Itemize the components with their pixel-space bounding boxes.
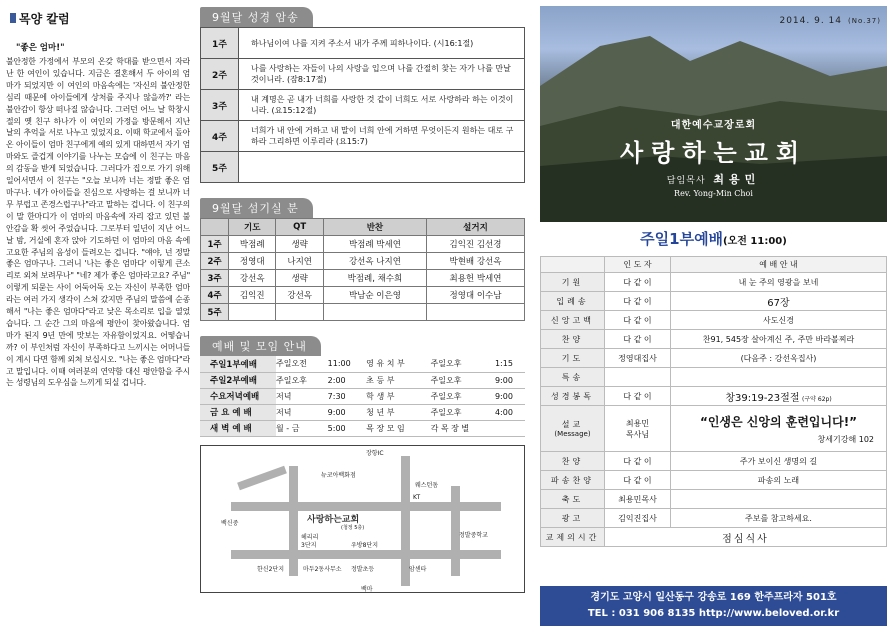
order-label-text: 특송 xyxy=(561,372,584,382)
service-cell xyxy=(323,304,426,321)
order-guide-text: (다음주 : 강선옥집사) xyxy=(740,353,817,363)
order-label xyxy=(541,471,605,490)
map-label: KT xyxy=(413,493,421,501)
order-leader xyxy=(605,368,671,387)
order-leader-text: 다 같 이 xyxy=(623,315,652,325)
order-table xyxy=(540,256,887,547)
order-guide xyxy=(671,490,887,509)
order-row xyxy=(541,273,887,292)
worship-cell: 주일오후 xyxy=(276,372,328,388)
order-leader-text: 다 같 이 xyxy=(623,334,652,344)
verse-week: 5주 xyxy=(201,152,239,183)
order-merged: 점심식사 xyxy=(605,528,887,547)
map-label: 한신2단지 xyxy=(257,565,285,573)
order-leader xyxy=(605,349,671,368)
order-leader-text: 다 같 이 xyxy=(623,296,652,306)
worship-cell: 7:30 xyxy=(328,388,367,404)
order-header-row xyxy=(541,257,887,273)
map-label: 정발초등 xyxy=(351,565,375,573)
service-cell: 1주 xyxy=(201,236,229,253)
verse-text: 너희가 내 안에 거하고 내 말이 너희 안에 거하면 무엇이든지 원하는 대로 구하라 그리하면 이루리라 (요15:7) xyxy=(239,121,525,152)
worship-cell: 11:00 xyxy=(328,356,367,372)
order-guide-sub: 창세기강해 102 xyxy=(817,434,874,444)
issue-number: (No.37) xyxy=(848,17,881,25)
worship-cell: 월 - 금 xyxy=(276,420,328,436)
worship-row xyxy=(200,372,525,388)
map-label: 웨스턴돔 xyxy=(415,481,439,489)
worship-cell: 청 년 부 xyxy=(366,404,430,420)
worship-cell: 수요저녁예배 xyxy=(200,388,276,404)
order-label xyxy=(541,387,605,406)
service-header-cell xyxy=(201,219,229,236)
order-label-text: 신앙고백 xyxy=(551,315,594,325)
order-guide-text: 내 눈 주의 영광을 보네 xyxy=(738,277,819,287)
order-guide xyxy=(671,330,887,349)
worship-cell: 9:00 xyxy=(328,404,367,420)
service-cell: 2주 xyxy=(201,253,229,270)
service-header-cell: 설거지 xyxy=(426,219,524,236)
worship-cell: 1:15 xyxy=(495,356,525,372)
worship-cell: 저녁 xyxy=(276,388,328,404)
order-label xyxy=(541,292,605,311)
service-cell: 박현배 강선옥 xyxy=(426,253,524,270)
service-table xyxy=(200,218,525,321)
order-leader-sub: 목사님 xyxy=(625,429,650,439)
verse-row xyxy=(201,59,525,90)
worship-row xyxy=(200,420,525,436)
order-leader-text: 최용민 xyxy=(625,418,650,428)
map-label: 장항IC xyxy=(366,449,384,457)
order-label-text: 기원 xyxy=(561,277,584,287)
order-row xyxy=(541,330,887,349)
verses-heading: 9월달 성경 암송 xyxy=(200,7,313,27)
order-row xyxy=(541,311,887,330)
worship-cell: 학 생 부 xyxy=(366,388,430,404)
order-guide-text: “인생은 신앙의 훈련입니다!” xyxy=(699,414,858,429)
worship-cell: 주일오후 xyxy=(431,356,495,372)
service-cell: 정영대 이수남 xyxy=(426,287,524,304)
service-cell xyxy=(276,304,323,321)
service-cell: 김익진 xyxy=(229,287,276,304)
service-header-cell: QT xyxy=(276,219,323,236)
order-row xyxy=(541,368,887,387)
map-label: 백마 xyxy=(361,585,373,593)
order-guide-extra: (구약 62p) xyxy=(802,395,832,403)
order-label xyxy=(541,406,605,452)
order-label xyxy=(541,330,605,349)
church-contact: TEL : 031 906 8135 http://www.beloved.or.kr xyxy=(587,608,840,619)
order-guide-text: 찬91, 545장 살아계신 주, 주만 바라볼찌라 xyxy=(702,334,855,344)
worship-table xyxy=(200,356,525,437)
map-label: 정발중학교 xyxy=(459,531,488,539)
order-label-text: 찬양 xyxy=(561,334,584,344)
order-leader xyxy=(605,471,671,490)
order-leader xyxy=(605,452,671,471)
verse-week: 2주 xyxy=(201,59,239,90)
service-cell xyxy=(426,304,524,321)
order-label xyxy=(541,490,605,509)
map-label: (청정 5층) xyxy=(341,524,365,531)
order-leader-text: 다 같 이 xyxy=(623,475,652,485)
order-leader-text: 다 같 이 xyxy=(623,277,652,287)
service-cell: 생략 xyxy=(276,236,323,253)
service-cell: 강선옥 xyxy=(229,270,276,287)
service-cell: 4주 xyxy=(201,287,229,304)
service-title: 주일1부예배 xyxy=(640,230,724,248)
order-guide xyxy=(671,471,887,490)
order-header-blank xyxy=(541,257,605,273)
order-leader xyxy=(605,490,671,509)
order-label xyxy=(541,452,605,471)
order-label xyxy=(541,311,605,330)
title-marker-icon xyxy=(10,13,16,23)
order-row xyxy=(541,406,887,452)
verse-row xyxy=(201,152,525,183)
map-label: 백신중 xyxy=(221,519,239,527)
order-guide-text: 파송의 노래 xyxy=(757,475,800,485)
order-guide xyxy=(671,349,887,368)
order-guide xyxy=(671,292,887,311)
order-label-text: 교제의시간 xyxy=(545,532,600,542)
church-name: 사랑하는교회 xyxy=(619,139,808,167)
map-label: 3단지 xyxy=(301,541,317,549)
service-header-cell: 반찬 xyxy=(323,219,426,236)
order-leader xyxy=(605,273,671,292)
order-guide-text: 주가 보이신 생명의 길 xyxy=(739,456,818,466)
service-cell: 최용헌 박세연 xyxy=(426,270,524,287)
worship-cell: 금 요 예 배 xyxy=(200,404,276,420)
order-row xyxy=(541,509,887,528)
service-row xyxy=(201,253,525,270)
order-row xyxy=(541,349,887,368)
service-row xyxy=(201,287,525,304)
order-leader xyxy=(605,330,671,349)
location-map xyxy=(200,445,525,593)
bulletin-date: 2014. 9. 14 xyxy=(779,16,842,26)
worship-cell xyxy=(495,420,525,436)
column-body: 불안정한 가정에서 부모의 온갖 학대를 받으면서 자라난 한 여인이 있습니다. 지금은 결혼해서 두 아이의 엄마가 되었지만 이 여인의 마음속에는 '자신의 불안정한 심리 때문에 아이들에게 상처를 주지나 않을까?' 라는 불안감이 항상 떠나질 않습니다. 그러던 어느 날 학창시절의 옛 친구 하나가 이 여인의 가정을 방문해서 지난 날의 추억을 서로 나누고 있었지요. 이때 학교에서 돌아온 아이들이 엄마 친구에게 예의 있게 대하면서 자기 엄마와도 즐겁게 이야기를 나누는 모습에 이 친구는 마음의 감동을 받게 되었습니다. 그러다가 집으로 가기 위해 일어서면서 이 친구는 "오늘 보니까 너는 정말 좋은 엄마구나. 네가 아이들을 진심으로 사랑하는 걸 보니까 너무 부럽고 존경스럽구나"라고 말하는 겁니다. 이 친구의 이 말 한마디가 이 엄마의 마음속에 자리 잡고 있던 불안감을 확 씻어 주었습니다. 그로부터 일년이 지난 어느 날 밤, 거실에 혼자 앉아 기도하던 이 엄마의 마음 속에 고요한 주님의 음성이 들려오는 겁니다. "얘야, 넌 정말 좋은 엄마구나. 그러니 '나는 좋은 엄마다' 이렇게 큰소리로 외쳐 보려무나" "네? 제가 좋은 엄마라고요? 주님" 이렇게 되묻는 사이 어둑어둑 오는 자신이 부족한 엄마라는 여러 가지 생각이 스쳐 갔지만 주님의 말씀에 순종해서 "나는 좋은 엄마다"라고 낮은 목소리로 입을 열었습니다. 그 순간 그의 마음에 평안이 찾아왔습니다. 엄마가 된지 9년 만에 맛보는 자유함이었지요. 어떻습니까? 이 부인처럼 자신이 부족하다고 느끼시는 어머니들이 계시 다면 함께 외쳐 보십시오. "나는 좋은 엄마다"라고 말입니다. 이때 여러분의 연약함 대신 평안함을 주시는 성령님의 도우심을 느끼게 되실 겁니다. xyxy=(6,57,190,388)
order-label-text: 파송찬양 xyxy=(551,475,594,485)
verse-text: 내 계명은 곧 내가 너희를 사랑한 것 같이 너희도 서로 사랑하라 하는 이것이니라. (요15:12절) xyxy=(239,90,525,121)
order-guide xyxy=(671,452,887,471)
service-cell: 강선옥 나지연 xyxy=(323,253,426,270)
order-guide-text: 사도신경 xyxy=(763,315,794,325)
service-cell: 5주 xyxy=(201,304,229,321)
order-guide-text: 창39:19-23절절 xyxy=(725,392,800,404)
order-guide xyxy=(671,406,887,452)
order-row xyxy=(541,528,887,547)
order-leader-text: 다 같 이 xyxy=(623,456,652,466)
verse-text: 나를 사랑하는 자들이 나의 사랑을 입으며 나를 간절히 찾는 자가 나를 만날 것이니라. (잠8:17절) xyxy=(239,59,525,90)
order-leader-text: 다 같 이 xyxy=(623,391,652,401)
order-leader-text: 정영대집사 xyxy=(618,353,657,363)
order-label-text: 설교 xyxy=(561,420,584,429)
service-row xyxy=(201,304,525,321)
column-subtitle: "좋은 엄마!" xyxy=(16,43,65,53)
worship-cell: 2:00 xyxy=(328,372,367,388)
worship-cell: 영 유 치 부 xyxy=(366,356,430,372)
order-leader xyxy=(605,509,671,528)
service-cell: 생략 xyxy=(276,270,323,287)
worship-cell: 4:00 xyxy=(495,404,525,420)
order-label xyxy=(541,509,605,528)
worship-cell: 주일2부예배 xyxy=(200,372,276,388)
order-leader xyxy=(605,292,671,311)
worship-cell: 주일1부예배 xyxy=(200,356,276,372)
church-address: 경기도 고양시 일산동구 강송로 169 한주프라자 501호 xyxy=(590,592,837,603)
order-label-text: 입례송 xyxy=(556,296,589,306)
service-cell: 박점례 박세연 xyxy=(323,236,426,253)
order-row xyxy=(541,387,887,406)
worship-cell: 목 장 모 임 xyxy=(366,420,430,436)
service-cell xyxy=(229,304,276,321)
verse-week: 4주 xyxy=(201,121,239,152)
map-label: 마두2동사무소 xyxy=(303,565,342,573)
order-label-text: 기도 xyxy=(561,353,584,363)
order-guide xyxy=(671,368,887,387)
middle-column xyxy=(200,6,525,593)
order-label-text: 광고 xyxy=(561,513,584,523)
order-guide xyxy=(671,273,887,292)
worship-row xyxy=(200,388,525,404)
verse-row xyxy=(201,90,525,121)
order-guide-text: 67장 xyxy=(767,297,790,309)
verse-text xyxy=(239,152,525,183)
service-heading: 9월달 섬기실 분 xyxy=(200,198,313,218)
mountain-photo xyxy=(540,6,887,222)
worship-cell: 주일오전 xyxy=(276,356,328,372)
service-row xyxy=(201,270,525,287)
service-time: (오전 11:00) xyxy=(723,236,787,247)
verse-text: 하나님이여 나를 지켜 주소서 내가 주께 피하나이다. (시16:1절) xyxy=(239,28,525,59)
pastor-english-name: Rev. Yong-Min Choi xyxy=(674,189,753,198)
order-label-text: 성경봉독 xyxy=(551,391,594,401)
order-label-sub: (Message) xyxy=(554,430,591,438)
column-article xyxy=(6,6,190,626)
verse-week: 1주 xyxy=(201,28,239,59)
order-guide-text: 주보를 참고하세요. xyxy=(745,513,812,523)
order-label xyxy=(541,349,605,368)
worship-cell: 저녁 xyxy=(276,404,328,420)
order-leader xyxy=(605,406,671,452)
map-label: 헤리리 xyxy=(301,533,319,541)
worship-heading: 예배 및 모임 안내 xyxy=(200,336,321,356)
worship-cell: 초 등 부 xyxy=(366,372,430,388)
service-cell: 강선옥 xyxy=(276,287,323,304)
service-cell: 나지연 xyxy=(276,253,323,270)
order-leader-text: 김익진집사 xyxy=(618,513,657,523)
map-label: 뉴코아백화점 xyxy=(321,471,356,479)
order-row xyxy=(541,490,887,509)
church-footer xyxy=(540,586,887,626)
column-title: 목양 칼럼 xyxy=(19,12,70,26)
worship-cell: 주일오후 xyxy=(431,404,495,420)
order-header-leader: 인 도 자 xyxy=(605,257,671,273)
pastor-name: 최용민 xyxy=(713,173,761,186)
worship-cell: 주일오후 xyxy=(431,372,495,388)
map-label: 암센타 xyxy=(409,565,427,573)
service-cell: 박점례 xyxy=(229,236,276,253)
service-cell: 박남순 이은영 xyxy=(323,287,426,304)
worship-row xyxy=(200,356,525,372)
order-guide xyxy=(671,387,887,406)
denomination: 대한예수교장로회 xyxy=(670,120,757,131)
order-label xyxy=(541,528,605,547)
worship-row xyxy=(200,404,525,420)
order-row xyxy=(541,452,887,471)
service-cell: 정영대 xyxy=(229,253,276,270)
service-cell: 박점례, 채수희 xyxy=(323,270,426,287)
order-leader xyxy=(605,311,671,330)
service-row xyxy=(201,236,525,253)
worship-cell: 새 벽 예 배 xyxy=(200,420,276,436)
service-cell: 김익진 김선경 xyxy=(426,236,524,253)
verse-week: 3주 xyxy=(201,90,239,121)
order-label-text: 축도 xyxy=(561,494,584,504)
verse-row xyxy=(201,28,525,59)
verses-table xyxy=(200,27,525,183)
order-leader-text: 최용민목사 xyxy=(618,494,657,504)
verse-row xyxy=(201,121,525,152)
worship-cell: 주일오후 xyxy=(431,388,495,404)
service-header-cell: 기도 xyxy=(229,219,276,236)
map-label: 우방8단지 xyxy=(351,541,379,549)
worship-cell: 9:00 xyxy=(495,372,525,388)
map-church-label: 사랑하는교회 xyxy=(307,514,360,525)
cover-column xyxy=(540,6,887,626)
worship-cell: 5:00 xyxy=(328,420,367,436)
order-label xyxy=(541,273,605,292)
pastor-title: 담임목사 xyxy=(666,176,706,186)
order-label xyxy=(541,368,605,387)
order-label-text: 찬양 xyxy=(561,456,584,466)
worship-cell: 각 목 장 별 xyxy=(431,420,495,436)
order-leader xyxy=(605,387,671,406)
order-row xyxy=(541,471,887,490)
order-header-guide: 예 배 안 내 xyxy=(671,257,887,273)
service-cell: 3주 xyxy=(201,270,229,287)
service-header-row xyxy=(201,219,525,236)
order-guide xyxy=(671,311,887,330)
order-row xyxy=(541,292,887,311)
order-guide xyxy=(671,509,887,528)
worship-cell: 9:00 xyxy=(495,388,525,404)
